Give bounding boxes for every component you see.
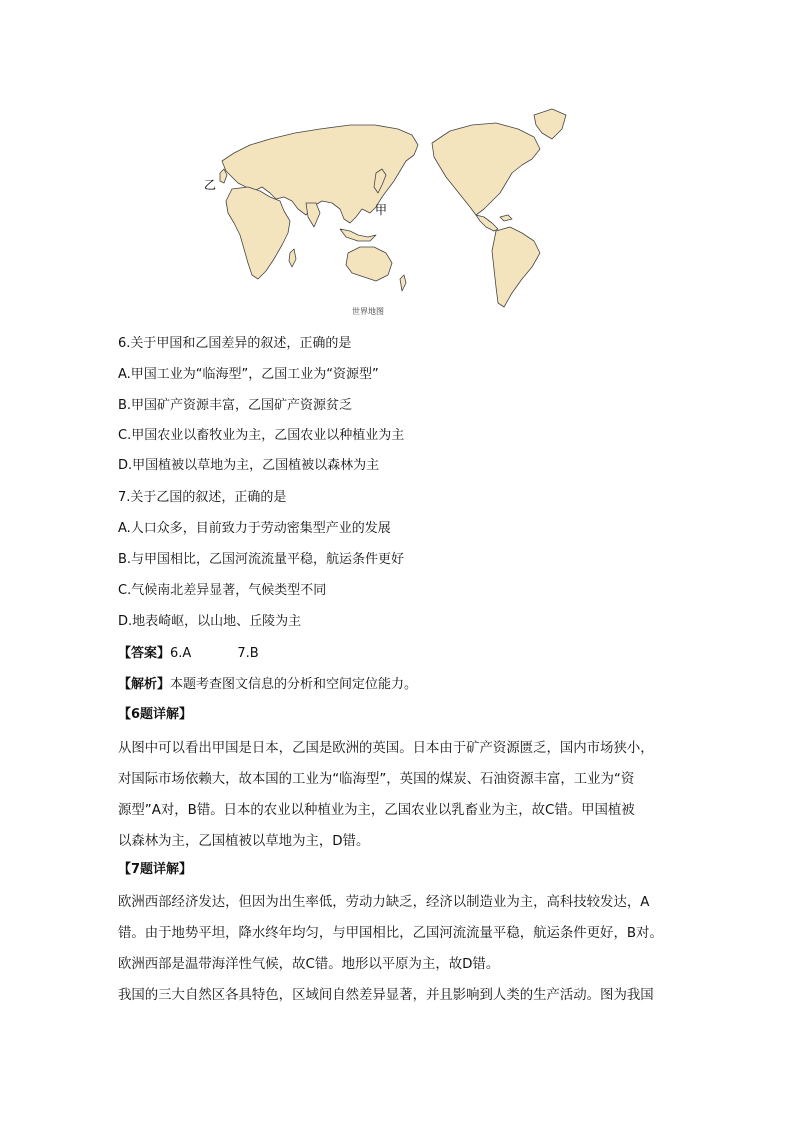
detail6-line-4: 以森林为主，乙国植被以草地为主，D错。 [118,834,370,849]
q7-option-b: B.与甲国相比，乙国河流流量平稳，航运条件更好 [118,552,405,567]
greenland-landmass [534,109,566,139]
madagascar-island [289,249,296,267]
detail6-title: 【6题详解】 [118,707,193,722]
analysis-label: 【解析】 [118,677,171,692]
caribbean-islands [500,215,512,221]
q6-stem: 6.关于甲国和乙国差异的叙述，正确的是 [118,336,352,351]
answer-q7: 7.B [237,646,259,661]
q6-option-d: D.甲国植被以草地为主，乙国植被以森林为主 [118,458,380,473]
world-map-figure [200,103,592,318]
south-america-landmass [492,227,540,307]
africa-landmass [226,187,290,279]
detail6-line-3: 源型”A对，B错。日本的农业以种植业为主，乙国农业以乳畜业为主，故C错。甲国植被 [118,803,635,818]
detail7-title: 【7题详解】 [118,862,193,877]
detail6-body [118,733,688,857]
q7-option-c: C.气候南北差异显著，气候类型不同 [118,583,327,598]
answer-line [118,646,259,662]
detail6-line-1: 从图中可以看出甲国是日本，乙国是欧洲的英国。日本由于矿产资源匮乏，国内市场狭小， [118,741,654,756]
detail7-body [118,887,688,1011]
north-america-landmass [432,123,540,215]
detail7-line-3: 欧洲西部是温带海洋性气候，故C错。地形以平原为主，故D错。 [118,957,500,972]
answer-label: 【答案】 [118,646,171,661]
india-landmass [306,203,320,227]
map-caption: 世界地图 [352,307,384,316]
new-zealand-islands [400,275,406,291]
detail7-line-1: 欧洲西部经济发达，但因为出生率低，劳动力缺乏，经济以制造业为主，高科技较发达，A [118,895,650,910]
world-map-image [200,103,592,318]
map-label-yi: 乙 [204,178,217,192]
australia-landmass [346,247,392,281]
map-label-jia: 甲 [375,203,388,217]
detail7-line-4: 我国的三大自然区各具特色，区域间自然差异显著，并且影响到人类的生产活动。图为我国 [118,988,654,1003]
q6-option-a: A.甲国工业为“临海型”，乙国工业为“资源型” [118,367,379,382]
answer-q6: 6.A [170,646,192,661]
q7-option-d: D.地表崎岖，以山地、丘陵为主 [118,614,302,629]
q7-stem: 7.关于乙国的叙述，正确的是 [118,490,287,505]
q6-option-c: C.甲国农业以畜牧业为主，乙国农业以种植业为主 [118,428,405,443]
q7-option-a: A.人口众多，目前致力于劳动密集型产业的发展 [118,521,391,536]
detail6-line-2: 对国际市场依赖大，故本国的工业为“临海型”，英国的煤炭、石油资源丰富，工业为“资 [118,772,635,787]
analysis-text: 本题考查图文信息的分析和空间定位能力。 [170,677,418,692]
q6-option-b: B.甲国矿产资源丰富，乙国矿产资源贫乏 [118,398,353,413]
indonesia-islands [340,229,376,241]
central-america-isthmus [476,215,498,231]
analysis-line [118,677,417,693]
detail7-line-2: 错。由于地势平坦，降水终年均匀，与甲国相比，乙国河流流量平稳，航运条件更好，B对。 [118,926,663,941]
